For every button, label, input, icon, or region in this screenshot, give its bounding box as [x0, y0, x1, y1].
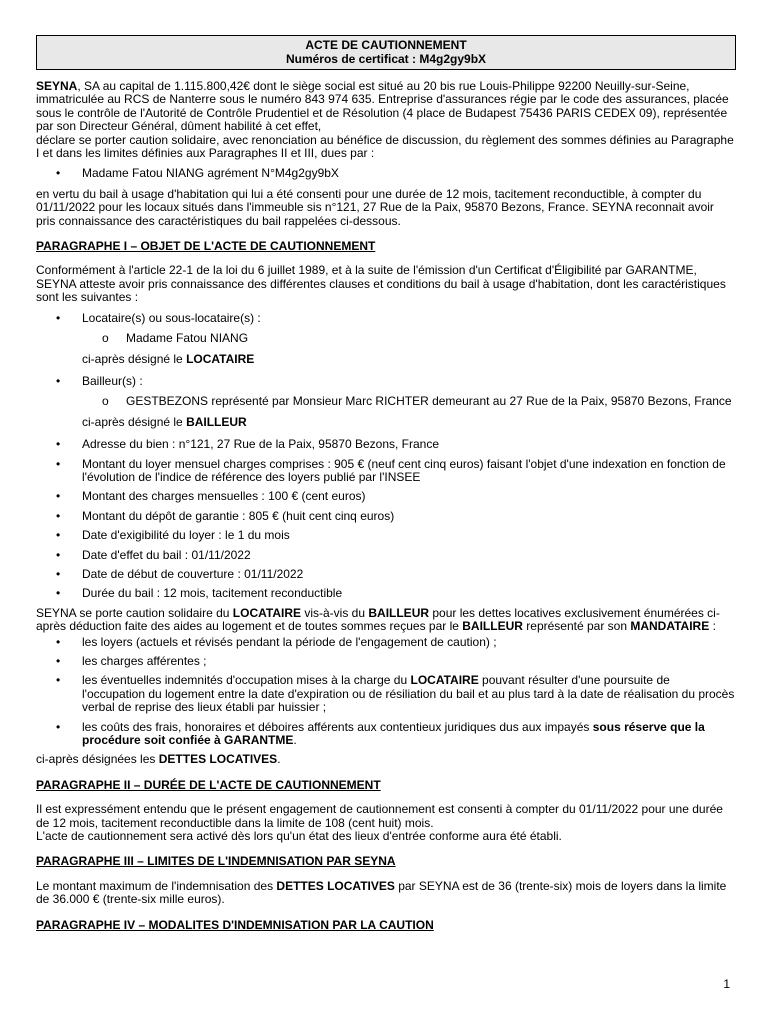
- p2-text-2: L'acte de cautionnement sera activé dès lors qu'un état des lieux d'entrée conforme aura été établi.: [36, 829, 562, 844]
- page-number: 1: [723, 977, 730, 991]
- list-item: • Date de début de couverture : 01/11/2022: [56, 566, 304, 581]
- caution-paragraph: SEYNA se porte caution solidaire du LOCATAIRE vis-à-vis du BAILLEUR pour les dettes locatives exclusivement énumérées ci-après déduction faite des aides au logement et de toutes sommes reçues par le BAILLEUR représenté par son MANDATAIRE :: [36, 605, 720, 634]
- sub-bullet: o: [102, 394, 109, 409]
- list-item: • les charges afférentes ;: [56, 654, 207, 668]
- title-box: [36, 35, 736, 70]
- list-item: • Durée du bail : 12 mois, tacitement reconductible: [56, 586, 343, 601]
- section-heading-3: PARAGRAPHE III – LIMITES DE L'INDEMNISATION PAR SEYNA: [36, 854, 396, 869]
- debts-list: [36, 636, 736, 748]
- landlord-label-item: • Bailleur(s) :: [56, 373, 143, 388]
- list-item: • les coûts des frais, honoraires et déboires afférents aux contentieux juridiques dus aux impayés sous réserve que la procédure soit confiée à GARANTME.: [56, 719, 705, 748]
- list-item: • Montant du dépôt de garantie : 805 € (huit cent cinq euros): [56, 508, 395, 523]
- landlord-designation: ci-après désigné le BAILLEUR: [82, 414, 247, 429]
- section-heading-2: PARAGRAPHE II – DURÉE DE L'ACTE DE CAUTIONNEMENT: [36, 777, 381, 792]
- list-item: • Montant du loyer mensuel charges comprises : 905 € (neuf cent cinq euros) faisant l'objet d'une indexation en fonction de l'évolution de l'indice de référence des loyers publié par l'INSEE: [56, 456, 726, 484]
- tenant-name-item: o Madame Fatou NIANG: [102, 331, 249, 346]
- bullet: •: [56, 310, 61, 325]
- bullet: •: [56, 166, 61, 181]
- certificate-number: Numéros de certificat : M4g2gy9bX: [285, 52, 487, 66]
- sub-bullet: o: [102, 331, 109, 346]
- list-item: • Adresse du bien : n°121, 27 Rue de la Paix, 95870 Bezons, France: [56, 437, 440, 452]
- declaration-paragraph: déclare se porter caution solidaire, avec renonciation au bénéfice de discussion, du règlement des sommes définies au Paragraphe I et dans les limites définies aux Paragraphes II et III, dues par :: [36, 132, 734, 161]
- p2-text-1: Il est expressément entendu que le présent engagement de cautionnement est consenti à compter du 01/11/2022 pour une durée de 12 mois, tacitement reconductible dans la limite de 108 (cent huit) mois.: [36, 802, 723, 830]
- tenant-list-item: • Madame Fatou NIANG agrément N°M4g2gy9bX: [56, 166, 339, 181]
- tenants-label-item: • Locataire(s) ou sous-locataire(s) :: [56, 310, 261, 325]
- list-item: • Montant des charges mensuelles : 100 € (cent euros): [56, 489, 366, 504]
- section-heading-4: PARAGRAPHE IV – MODALITES D'INDEMNISATION PAR LA CAUTION: [36, 917, 434, 932]
- list-item: • Date d'effet du bail : 01/11/2022: [56, 547, 251, 562]
- p1-intro: Conformément à l'article 22-1 de la loi du 6 juillet 1989, et à la suite de l'émission d'un Certificat d'Éligibilité par GARANTME, SEYNA atteste avoir pris connaissance des différentes clauses et conditions du bail à usage d'habitation, dont les caractéristiques sont les suivantes :: [36, 263, 726, 305]
- lease-characteristics-list: [36, 438, 736, 601]
- document-page: [36, 35, 736, 943]
- list-item: • les éventuelles indemnités d'occupation mises à la charge du LOCATAIRE pouvant résulter d'une poursuite de l'occupation du logement entre la date d'expiration ou de résiliation du bail et au plus tard à la date de réalisation du procès verbal de reprise des lieux établi par huissier ;: [56, 673, 735, 715]
- p3-text: Le montant maximum de l'indemnisation des DETTES LOCATIVES par SEYNA est de 36 (trente-six) mois de loyers dans la limite de 36.000 € (trente-six mille euros).: [36, 878, 727, 907]
- company-name: SEYNA: [36, 79, 78, 93]
- intro-paragraph: SEYNA, SA au capital de 1.115.800,42€ dont le siège social est situé au 20 bis rue Louis-Philippe 92200 Neuilly-sur-Seine, immatriculée au RCS de Nanterre sous le numéro 843 974 635. Entreprise d'assurances régie par le code des assurances, placée sous le contrôle de l'Autorité de Contrôle Prudentiel et de Résolution (4 place de Budapest 75436 PARIS CEDEX 09), représentée par son Directeur Général, dûment habilité à cet effet,: [36, 79, 729, 134]
- lease-paragraph: en vertu du bail à usage d'habitation qui lui a été consenti pour une durée de 12 mois, tacitement reconductible, à compter du 01/11/2022 pour les locaux situés dans l'immeuble sis n°121, 27 Rue de la Paix, 95870 Bezons, France. SEYNA reconnait avoir pris connaissance des caractéristiques du bail rappelées ci-dessous.: [36, 186, 714, 228]
- landlord-name-item: o GESTBEZONS représenté par Monsieur Marc RICHTER demeurant au 27 Rue de la Paix, 95870 Bezons, France: [102, 394, 732, 409]
- bullet: •: [56, 373, 61, 388]
- debts-designation: ci-après désignées les DETTES LOCATIVES.: [36, 752, 281, 767]
- list-item: • les loyers (actuels et révisés pendant la période de l'engagement de caution) ;: [56, 634, 497, 649]
- tenant-designation: ci-après désigné le LOCATAIRE: [82, 351, 255, 366]
- section-heading-1: PARAGRAPHE I – OBJET DE L'ACTE DE CAUTIONNEMENT: [36, 239, 376, 254]
- document-title: ACTE DE CAUTIONNEMENT: [305, 38, 467, 52]
- list-item: • Date d'exigibilité du loyer : le 1 du mois: [56, 528, 290, 543]
